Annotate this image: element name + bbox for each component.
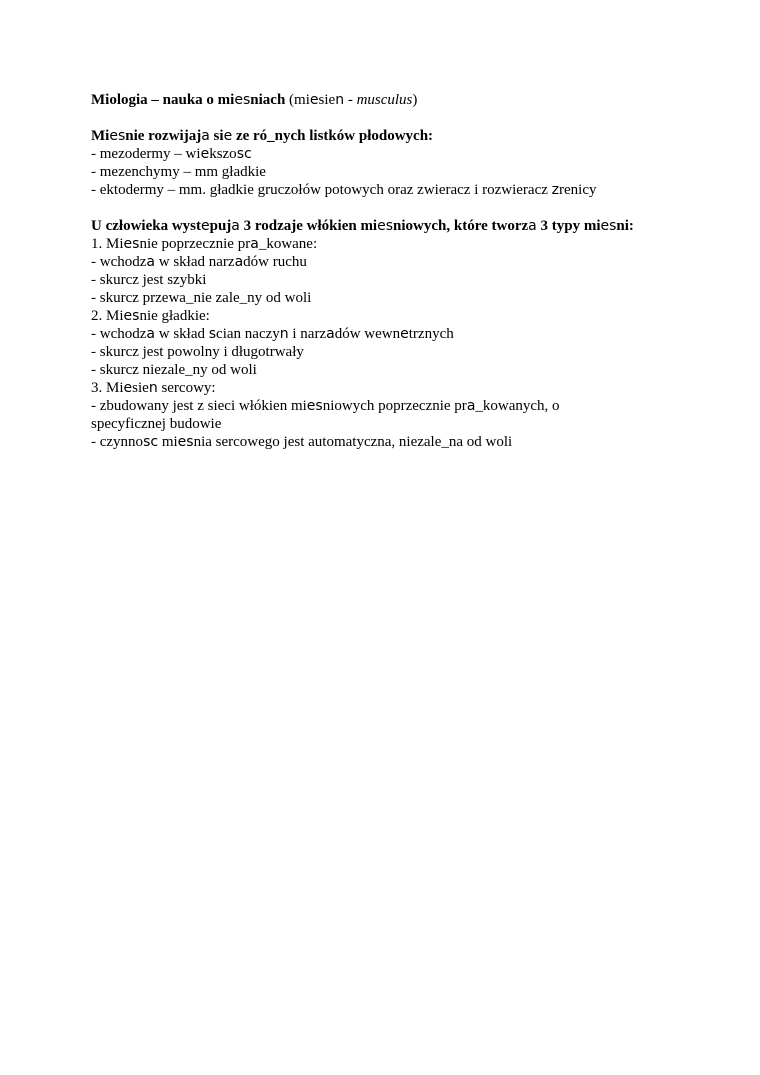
text-segment: dów wewn bbox=[334, 326, 401, 342]
text-segment: e bbox=[309, 92, 319, 108]
text-segment: a bbox=[231, 218, 240, 234]
text-segment: sc bbox=[143, 434, 159, 450]
text-segment: e bbox=[223, 128, 233, 144]
text-segment: - bbox=[344, 92, 357, 108]
text-segment: a bbox=[201, 128, 210, 144]
text-segment: a bbox=[234, 254, 244, 270]
blank-line bbox=[91, 109, 691, 127]
text-segment: nia sercowego jest automatyczna, niezale_na od woli bbox=[193, 434, 513, 450]
text-segment: 3 typy mi bbox=[536, 218, 601, 234]
text-segment: i narz bbox=[288, 326, 327, 342]
text-segment: w skład narz bbox=[155, 254, 235, 270]
text-segment: ni: bbox=[616, 218, 634, 234]
text-line bbox=[91, 415, 691, 433]
text-segment: - czynno bbox=[91, 434, 144, 450]
text-segment: sie bbox=[318, 92, 336, 108]
text-segment: niowych poprzecznie pr bbox=[322, 398, 467, 414]
text-segment: es bbox=[306, 398, 323, 414]
text-segment: renicy bbox=[559, 182, 597, 198]
text-segment: _kowane: bbox=[258, 236, 318, 252]
text-line bbox=[91, 235, 691, 253]
text-line bbox=[91, 361, 691, 379]
text-line bbox=[91, 343, 691, 361]
text-segment: kszo bbox=[209, 146, 237, 162]
text-segment: (mi bbox=[285, 92, 310, 108]
text-line bbox=[91, 307, 691, 325]
text-segment: - mezodermy – wi bbox=[91, 146, 201, 162]
text-segment: es bbox=[234, 92, 251, 108]
text-segment: es bbox=[377, 218, 394, 234]
text-segment: dów ruchu bbox=[243, 254, 307, 270]
text-segment: 1. Mi bbox=[91, 236, 124, 252]
text-segment: e bbox=[200, 146, 210, 162]
text-segment: sc bbox=[236, 146, 252, 162]
text-segment: a bbox=[146, 254, 155, 270]
text-segment: z bbox=[551, 182, 559, 198]
text-segment: a bbox=[146, 326, 155, 342]
text-segment: cian naczy bbox=[216, 326, 280, 342]
text-segment: sercowy: bbox=[157, 380, 216, 396]
text-segment: trznych bbox=[408, 326, 454, 342]
text-segment: musculus bbox=[356, 92, 413, 108]
text-line bbox=[91, 91, 691, 109]
text-line bbox=[91, 271, 691, 289]
text-line bbox=[91, 325, 691, 343]
text-segment: - ektodermy – mm. gładkie gruczołów potowych oraz zwieracz i rozwieracz bbox=[91, 182, 552, 198]
text-segment: 3 rodzaje włókien mi bbox=[239, 218, 378, 234]
text-segment: a bbox=[250, 236, 259, 252]
text-segment: e bbox=[200, 218, 210, 234]
text-segment: - wchodz bbox=[91, 254, 147, 270]
text-segment: Miologia – nauka o mi bbox=[91, 92, 235, 108]
text-segment: nie gładkie: bbox=[139, 308, 210, 324]
text-line bbox=[91, 181, 691, 199]
text-segment: mi bbox=[158, 434, 178, 450]
text-segment: n bbox=[148, 380, 158, 396]
text-segment: _kowanych, o bbox=[475, 398, 560, 414]
text-segment: s bbox=[208, 326, 217, 342]
text-segment: - skurcz przewa_nie zale_ny od woli bbox=[91, 290, 312, 306]
text-segment: a bbox=[528, 218, 537, 234]
text-line bbox=[91, 397, 691, 415]
text-segment: e bbox=[123, 380, 133, 396]
text-segment: ze ró_nych listków płodowych: bbox=[232, 128, 434, 144]
text-segment: ) bbox=[412, 92, 418, 108]
text-segment: nie rozwijaj bbox=[125, 128, 202, 144]
text-segment: niach bbox=[250, 92, 286, 108]
text-segment: Mi bbox=[91, 128, 110, 144]
text-line bbox=[91, 379, 691, 397]
text-segment: 3. Mi bbox=[91, 380, 124, 396]
text-segment: nie poprzecznie pr bbox=[139, 236, 251, 252]
text-segment: - skurcz jest szybki bbox=[91, 272, 207, 288]
text-line bbox=[91, 163, 691, 181]
document-page bbox=[91, 91, 691, 451]
text-line bbox=[91, 253, 691, 271]
text-segment: - skurcz jest powolny i długotrwały bbox=[91, 344, 304, 360]
text-segment: 2. Mi bbox=[91, 308, 124, 324]
text-segment: es bbox=[123, 308, 140, 324]
text-segment: n bbox=[279, 326, 289, 342]
text-line bbox=[91, 145, 691, 163]
text-segment: - skurcz niezale_ny od woli bbox=[91, 362, 257, 378]
text-segment: - zbudowany jest z sieci włókien mi bbox=[91, 398, 307, 414]
text-segment: w skład bbox=[155, 326, 209, 342]
text-segment: a bbox=[466, 398, 476, 414]
text-segment: puj bbox=[209, 218, 232, 234]
text-segment: es bbox=[123, 236, 140, 252]
text-segment: si bbox=[209, 128, 224, 144]
text-line bbox=[91, 127, 691, 145]
text-segment: sie bbox=[132, 380, 149, 396]
text-segment: - wchodz bbox=[91, 326, 147, 342]
text-line bbox=[91, 217, 691, 235]
text-line bbox=[91, 433, 691, 451]
text-segment: - mezenchymy – mm gładkie bbox=[91, 164, 266, 180]
text-segment: e bbox=[400, 326, 409, 342]
text-segment: es bbox=[600, 218, 617, 234]
text-segment: niowych, które tworz bbox=[393, 218, 529, 234]
text-segment: U człowieka wyst bbox=[91, 218, 201, 234]
text-line bbox=[91, 289, 691, 307]
blank-line bbox=[91, 199, 691, 217]
text-segment: n bbox=[335, 92, 345, 108]
text-segment: a bbox=[326, 326, 335, 342]
text-segment: es bbox=[177, 434, 194, 450]
text-segment: es bbox=[109, 128, 126, 144]
text-segment: specyficznej budowie bbox=[91, 416, 222, 432]
